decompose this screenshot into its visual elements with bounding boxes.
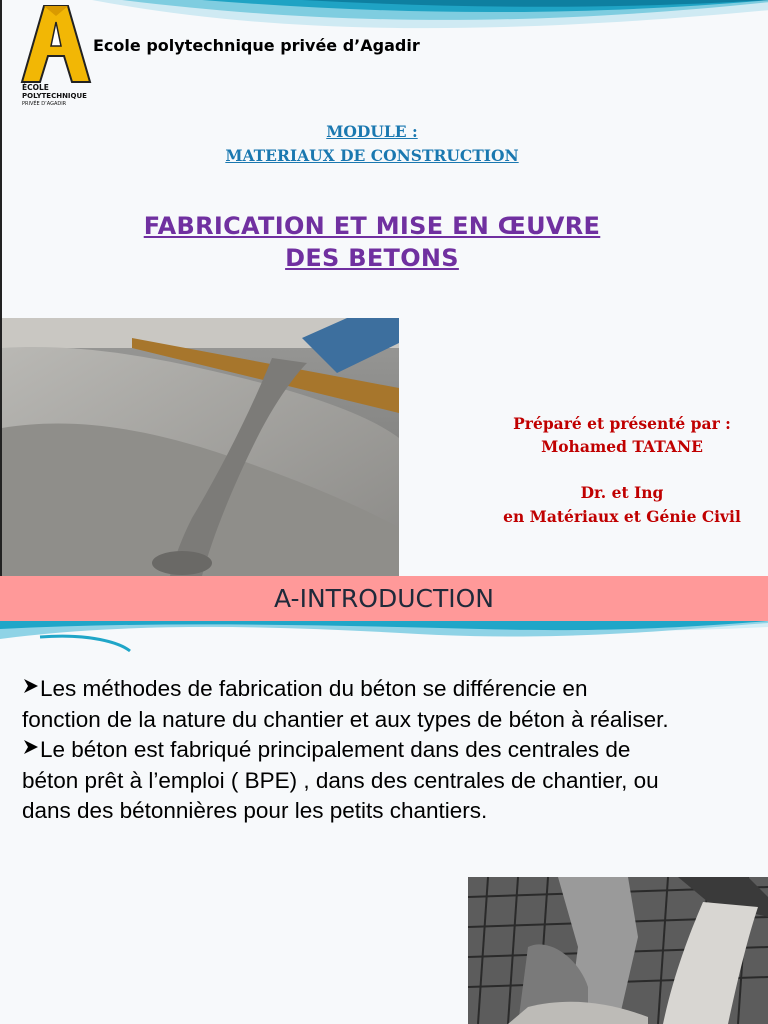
module-name: MATERIAUX DE CONSTRUCTION	[225, 146, 519, 165]
slide-title-line2: DES BETONS	[285, 244, 459, 272]
bullet-1-line-2: fonction de la nature du chantier et aux types de béton à réaliser.	[22, 706, 669, 732]
arrow-bullet-icon	[22, 677, 40, 695]
school-name: Ecole polytechnique privée d’Agadir	[93, 36, 420, 55]
logo-text-line2: POLYTECHNIQUE	[22, 92, 87, 100]
bullet-2	[22, 735, 762, 827]
bullet-1-line-1: Les méthodes de fabrication du béton se différencie en	[40, 676, 588, 701]
concrete-pouring-photo	[2, 318, 399, 576]
introduction-slide	[0, 576, 768, 1024]
rebar-concrete-photo	[468, 877, 768, 1024]
school-logo	[20, 4, 92, 112]
logo-text-line1: ÉCOLE	[22, 83, 49, 92]
bullet-2-line-2: béton prêt à l’emploi ( BPE) , dans des centrales de chantier, ou	[22, 767, 659, 793]
slide-title-line1: FABRICATION ET MISE EN ŒUVRE	[143, 212, 601, 240]
introduction-text	[22, 674, 762, 827]
author-prepared-by: Préparé et présenté par :	[513, 414, 731, 433]
module-label: MODULE :	[326, 122, 418, 141]
arrow-bullet-icon	[22, 738, 40, 756]
bullet-1	[22, 674, 762, 735]
bullet-2-line-3: dans des bétonnières pour les petits chantiers.	[22, 798, 488, 823]
section-wave-decoration	[0, 621, 768, 666]
bullet-2-line-1: Le béton est fabriqué principalement dans des centrales de	[40, 737, 631, 762]
section-heading: A-INTRODUCTION	[0, 576, 768, 621]
author-field: en Matériaux et Génie Civil	[503, 507, 741, 526]
author-name: Mohamed TATANE	[541, 437, 703, 456]
logo-text-line3: PRIVÉE D’AGADIR	[22, 101, 67, 107]
author-degree: Dr. et Ing	[580, 483, 664, 502]
